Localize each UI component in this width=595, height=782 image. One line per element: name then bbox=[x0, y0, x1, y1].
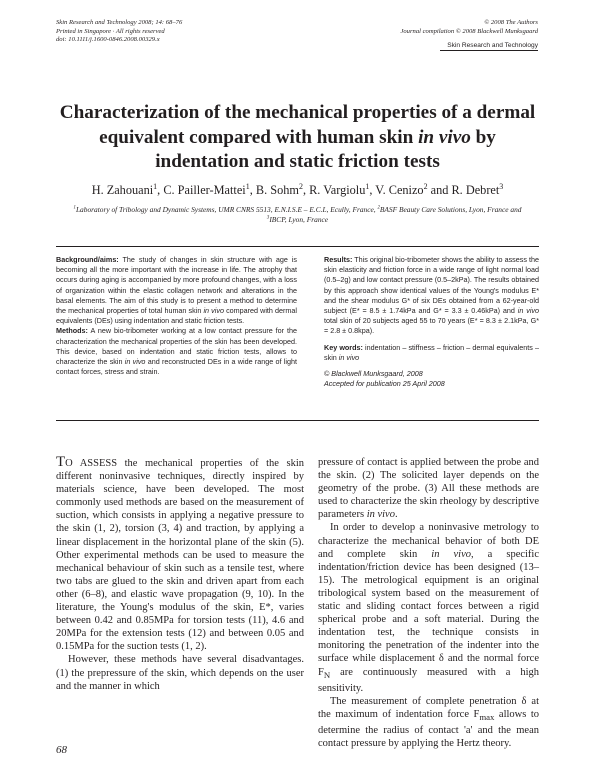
abstract-rule-top bbox=[56, 246, 539, 247]
title-line-2-text: equivalent compared with human skin bbox=[99, 126, 419, 148]
abstract-keywords: Key words: indentation – stiffness – friction – dermal equivalents – skin in vivo bbox=[324, 342, 539, 362]
abstract-accepted: Accepted for publication 25 April 2008 bbox=[324, 379, 445, 389]
affiliations bbox=[56, 205, 539, 225]
article-title bbox=[56, 101, 539, 175]
abstract-left-column bbox=[56, 255, 297, 377]
header-compilation: Journal compilation © 2008 Blackwell Munksgaard bbox=[400, 27, 538, 35]
author-list bbox=[56, 183, 539, 198]
author: V. Cenizo$^2$ and bbox=[375, 181, 452, 197]
header-copyright: © 2008 The Authors bbox=[484, 19, 538, 26]
title-line-1: Characterization of the mechanical properties of a dermal bbox=[59, 102, 536, 123]
body-paragraph: The measurement of complete penetration δ at the maximum of indentation force $F_{max}$ allows to determine the radius of contact 'a' and the mean contact pressure by applying the Hertz theory. bbox=[318, 695, 539, 750]
running-header-left bbox=[56, 19, 182, 45]
header-doi: doi: 10.1111/j.1600-0846.2008.00329.x bbox=[56, 36, 160, 44]
author: R. Debret$^3$ bbox=[451, 181, 504, 197]
abstract-methods: Methods: A new bio-tribometer working at a low contact pressure for the characterization the mechanical properties of the skin has been developed. This device, based on indentation and static friction tests, allows to characterize the skin in vivo and reconstructed DEs in a wide range of light contact forces, stress and strain. bbox=[56, 326, 297, 377]
abstract-right-column bbox=[324, 255, 539, 389]
page-number: 68 bbox=[56, 744, 67, 756]
affiliation-line-1: $^1$Laboratory of Tribology and Dynamic Systems, UMR CNRS 5513, E.N.I.S.E – E.C.L, Ecully, France, $^2$BASF Beauty Care Solutions, Lyon, France and bbox=[73, 205, 522, 214]
drop-cap: T bbox=[56, 454, 66, 470]
body-paragraph: TO ASSESS the mechanical properties of the skin different noninvasive techniques, directly inspired by materials science, have been developed. The most commonly used methods are based on the measurement of suction, which consists in applying a negative pressure to the skin (1, 2), torsion (3, 4) and traction, by applying a linear displacement in the horizontal plane of the skin (5). Other experimental methods can be used to measure the mechanical behaviour of skin such as a tensile test, where two tabs are glued to the skin and driven apart from each other (6–8), and elastic wave propagation (9, 10). In the literature, the Young's modulus of the skin, E*, varies between 0.42 and 0.85MPa for torsion tests (11), 4.6 and 20MPa for the extension tests (12) and between 0.05 and 0.15MPa for the suction tests (1, 2). bbox=[56, 454, 304, 653]
body-right-column bbox=[318, 456, 539, 750]
title-line-3: indentation and static friction tests bbox=[155, 151, 440, 172]
lead-in: O ASSESS bbox=[65, 458, 118, 469]
title-line-2-end: by bbox=[470, 126, 496, 148]
abstract-rule-bottom bbox=[56, 420, 539, 421]
header-citation: Skin Research and Technology 2008; 14: 68–76 bbox=[56, 19, 183, 26]
body-paragraph: pressure of contact is applied between the probe and the skin. (2) The solicited layer depends on the geometry of the probe. (3) All these methods are used to characterize the skin rheology by descriptive parameters in vivo. bbox=[318, 457, 539, 521]
running-header-right bbox=[400, 19, 538, 36]
header-rule bbox=[440, 50, 538, 51]
affiliation-line-2: $^3$IBCP, Lyon, France bbox=[266, 215, 329, 225]
abstract-results: Results: This original bio-tribometer shows the ability to assess the skin elasticity and friction force in a wide range of light normal load (0.5–2g) and low contact pressure (0.5–2kPa). The results obtained by this approach show identical values of the Young's modulus E* and the shear modulus G* of six DEs obtained from a 62-year-old subject (E* = 8.5 ± 1.74kPa and G* = 3.3 ± 0.46kPa) and in vivo total skin of 20 subjects aged 55 to 70 years (E* = 8.3 ± 2.1kPa, G* = 2.8 ± 0.8kpa). bbox=[324, 255, 540, 336]
author: B. Sohm$^2$, bbox=[255, 181, 310, 197]
body-paragraph: In order to develop a noninvasive metrology to characterize the mechanical behavior of both DE and complete skin in vivo, a specific indentation/friction device has been designed (13–15). The metrological equipment is an original tribological system based on the measurement of static and sliding contact forces between a rigid spherical probe and a soft material. During the indentation test, the technique consists in monitoring the penetration of the indenter into the surface while displacement δ and the normal force $F_N$ are continuously measured with a high sensitivity. bbox=[318, 522, 540, 694]
abstract-copyright: © Blackwell Munksgaard, 2008 bbox=[324, 369, 423, 379]
author: R. Vargiolu$^1$, bbox=[309, 181, 376, 197]
author: H. Zahouani$^1$, bbox=[91, 181, 164, 197]
abstract-background: Background/aims: The study of changes in skin structure with age is becoming all the more important with the increase in life. The atrophy that occurs during aging is accompanied by more profound changes, with a loss of organization within the elastic collagen network and alterations in the basal elements. The aim of this study is to present a method to determine the mechanical properties of total human skin in vivo compared with dermal equivalents (DEs) using indentation and static friction tests. bbox=[56, 255, 298, 326]
author: C. Pailler-Mattei$^1$, bbox=[163, 181, 256, 197]
title-italic: in vivo bbox=[418, 126, 471, 148]
title-line-2 bbox=[56, 126, 539, 151]
body-paragraph: However, these methods have several disadvantages. (1) the prepressure of the skin, which depends on the user and the manner in which bbox=[56, 654, 304, 692]
header-printed: Printed in Singapore · All rights reserved bbox=[56, 27, 165, 35]
header-journal-name: Skin Research and Technology bbox=[447, 42, 538, 49]
body-left-column bbox=[56, 456, 304, 693]
